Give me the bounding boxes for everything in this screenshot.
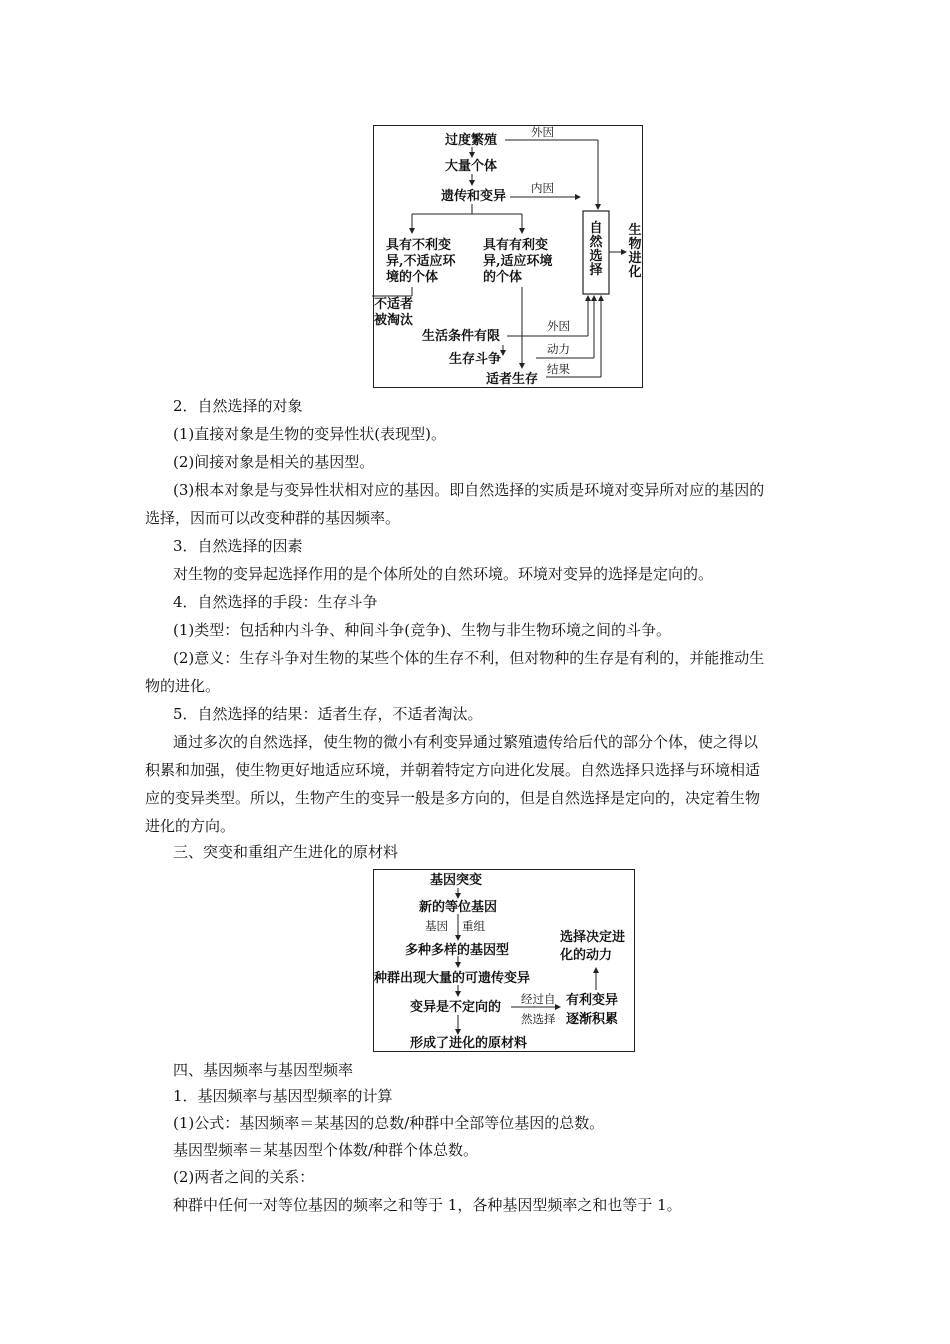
- node-heredity-variation: 遗传和变异: [441, 189, 507, 204]
- node-selection-decides-line2: 化的动力: [560, 948, 613, 963]
- node-unfavorable-line1: 具有不利变: [386, 238, 452, 253]
- section2-item3-line2: 选择，因而可以改变种群的基因频率。: [145, 509, 401, 527]
- section2-heading: 2．自然选择的对象: [173, 397, 303, 415]
- node-overbreeding: 过度繁殖: [445, 133, 498, 148]
- section2-item3-line1: (3)根本对象是与变异性状相对应的基因。即自然选择的实质是环境对变异所对应的基因的: [173, 481, 765, 499]
- node-unfavorable-line3: 境的个体: [386, 270, 439, 285]
- section2-item1: (1)直接对象是生物的变异性状(表现型)。: [173, 425, 446, 443]
- node-favorable-line1: 具有有利变: [483, 238, 549, 253]
- node-natural-selection: 自然选择: [589, 221, 603, 278]
- section3-heading: 3．自然选择的因素: [173, 537, 303, 555]
- node-diverse-genotypes: 多种多样的基因型: [405, 943, 510, 958]
- section4-item2-line1: (2)意义：生存斗争对生物的某些个体的生存不利，但对物种的生存是有利的，并能推动生: [173, 649, 765, 667]
- node-many-individuals: 大量个体: [445, 159, 498, 174]
- node-nondirectional-variation: 变异是不定向的: [410, 1000, 502, 1015]
- label-natural-selection: 然选择: [521, 1012, 556, 1026]
- section5-para-line4: 进化的方向。: [145, 817, 236, 835]
- label-recombination: 重组: [462, 919, 485, 933]
- node-favorable-line2: 异,适应环境: [483, 254, 553, 269]
- node-selection-decides-line1: 选择决定进: [560, 930, 626, 945]
- node-unfavorable-line2: 异,不适应环: [386, 254, 456, 269]
- label-driving-force: 动力: [547, 342, 570, 356]
- node-beneficial-variation: 有利变异: [566, 993, 619, 1008]
- label-internal: 内因: [531, 181, 554, 195]
- node-gradual-accumulation: 逐渐积累: [566, 1012, 619, 1027]
- label-result: 结果: [547, 362, 570, 376]
- node-struggle: 生存斗争: [449, 352, 502, 367]
- label-external-top: 外因: [531, 125, 554, 139]
- node-gene-mutation: 基因突变: [430, 873, 483, 888]
- node-raw-material: 形成了进化的原材料: [410, 1036, 528, 1051]
- part4-relation: 种群中任何一对等位基因的频率之和等于 1，各种基因型频率之和也等于 1。: [173, 1196, 682, 1214]
- part4-formula1: (1)公式：基因频率＝某基因的总数/种群中全部等位基因的总数。: [173, 1114, 605, 1132]
- node-eliminated-line2: 被淘汰: [374, 313, 414, 328]
- node-eliminated-line1: 不适者: [374, 297, 414, 312]
- part3-heading: 三、突变和重组产生进化的原材料: [173, 843, 399, 861]
- node-new-alleles: 新的等位基因: [419, 900, 498, 915]
- label-gene: 基因: [425, 919, 448, 933]
- section2-item2: (2)间接对象是相关的基因型。: [173, 453, 375, 471]
- part4-heading: 四、基因频率与基因型频率: [173, 1061, 354, 1079]
- part4-formula2: 基因型频率＝某基因型个体数/种群个体总数。: [173, 1141, 479, 1159]
- section3-text: 对生物的变异起选择作用的是个体所处的自然环境。环境对变异的选择是定向的。: [173, 565, 714, 583]
- section5-para-line1: 通过多次的自然选择，使生物的微小有利变异通过繁殖遗传给后代的部分个体，使之得以: [173, 733, 759, 751]
- section4-item2-line2: 物的进化。: [145, 677, 221, 695]
- part4-sub1: 1．基因频率与基因型频率的计算: [173, 1087, 393, 1105]
- node-heritable-variation: 种群出现大量的可遗传变异: [374, 971, 531, 986]
- node-evolution: 生物进化: [628, 223, 642, 280]
- node-limited-conditions: 生活条件有限: [422, 329, 501, 344]
- section5-para-line3: 应的变异类型。所以，生物产生的变异一般是多方向的，但是自然选择是定向的，决定着生物: [145, 789, 761, 807]
- section4-item1: (1)类型：包括种内斗争、种间斗争(竞争)、生物与非生物环境之间的斗争。: [173, 621, 671, 639]
- section4-heading: 4．自然选择的手段：生存斗争: [173, 593, 378, 611]
- part4-sub2: (2)两者之间的关系：: [173, 1168, 315, 1186]
- node-favorable-line3: 的个体: [483, 270, 523, 285]
- node-survival-of-fittest: 适者生存: [486, 372, 539, 387]
- section5-para-line2: 积累和加强，使生物更好地适应环境，并朝着特定方向进化发展。自然选择只选择与环境相适: [145, 761, 761, 779]
- section5-heading: 5．自然选择的结果：适者生存，不适者淘汰。: [173, 705, 483, 723]
- label-external-bottom: 外因: [547, 319, 570, 333]
- label-through: 经过自: [521, 992, 556, 1006]
